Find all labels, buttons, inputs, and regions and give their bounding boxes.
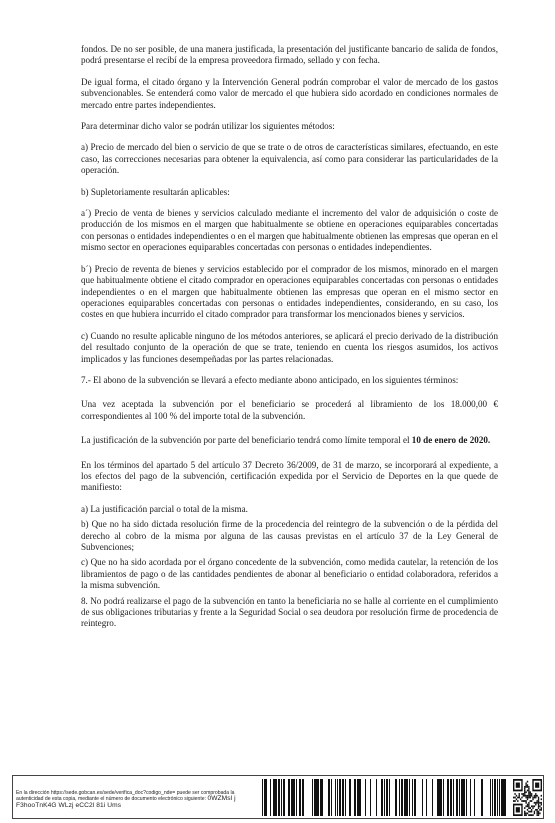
paragraph-pago: 8. No podrá realizarse el pago de la subvención en tanto la beneficiaria no se halle al corriente en el cumplimiento de sus obligaciones tributarias y frente a la Seguridad Social o sea deudora por resolución firme de procedencia de reintegro. — [81, 595, 498, 629]
paragraph-cert-b: b) Que no ha sido dictada resolución firme de la procedencia del reintegro de la subvención o de la pérdida del derecho al cobro de la misma por alguna de las causas previstas en el artículo 37 de la Ley General de Subvenciones; — [81, 519, 498, 552]
paragraph-justificacion — [81, 435, 498, 446]
paragraph-abono: 7.- El abono de la subvención se llevará a efecto mediante abono anticipado, en los siguientes términos: — [81, 374, 459, 385]
justification-date: 10 de enero de 2020. — [411, 435, 491, 446]
verification-text-block — [16, 790, 248, 809]
paragraph-certificacion: En los términos del apartado 5 del artículo 37 Decreto 36/2009, de 31 de marzo, se incorporará al expediente, a los efectos del pago de la subvención, certificación expedida por el Servicio de Deportes en la que quede de manifiesto: — [81, 459, 498, 493]
paragraph-metodos: Para determinar dicho valor se podrán utilizar los siguientes métodos: — [81, 121, 335, 132]
paragraph-valor-mercado: De igual forma, el citado órgano y la Intervención General podrán comprobar el valor de mercado de los gastos subvencionables. Se entenderá como valor de mercado el que hubiera sido acordado en condiciones normales de mercado entre partes independientes. — [81, 76, 498, 110]
justification-text: La justificación de la subvención por parte del beneficiario tendrá como límite temporal el — [81, 435, 412, 446]
document-code: 0WZMsl j F3hooTnK4G WLzj eCC2l 81i Ums — [16, 795, 236, 809]
verification-text: En la dirección https://sede.gobcan.es/sede/verifica_doc?codigo_nde= puede ser comprobada la autenticidad de esta copia, mediante el número de documento electrónico siguiente: — [16, 790, 235, 803]
paragraph-cert-a: a) La justificación parcial o total de la misma. — [81, 503, 248, 514]
qr-code-image — [513, 779, 542, 816]
paragraph-cert-c: c) Que no ha sido acordada por el órgano concedente de la subvención, como medida cautelar, la retención de los libramientos de pago o de las cantidades pendientes de abonar al beneficiario o entidad colaboradora, referidos a la misma subvención. — [81, 557, 498, 591]
verification-footer — [12, 775, 544, 819]
barcode-image — [260, 779, 510, 816]
paragraph-metodo-c: c) Cuando no resulte aplicable ninguno de los métodos anteriores, se aplicará el precio derivado de la distribución del resultado conjunto de la operación de que se trate, teniendo en cuenta los riesgos asumidos, los activos implicados y las funciones desempeñadas por las partes relacionadas. — [81, 330, 498, 364]
paragraph-metodo-a: a) Precio de mercado del bien o servicio de que se trate o de otros de características similares, efectuando, en este caso, las correcciones necesarias para obtener la equivalencia, así como para considerar las particularidades de la operación. — [81, 142, 498, 176]
document-body — [81, 44, 498, 640]
paragraph-fondos: fondos. De no ser posible, de una manera justificada, la presentación del justificante bancario de salida de fondos, podrá presentarse el recibí de la empresa proveedora firmado, sellado y con fecha. — [81, 44, 498, 66]
paragraph-metodo-b: b) Supletoriamente resultarán aplicables: — [81, 186, 230, 197]
paragraph-metodo-a-prima: a´) Precio de venta de bienes y servicios calculado mediante el incremento del valor de adquisición o coste de producción de los mismos en el margen que habitualmente se obtiene en operaciones equiparables concertadas con personas o entidades independientes o en el margen que habitualmente obtienen las empresas que operan en el mismo sector en operaciones equiparables concertadas con personas o entidades independientes. — [81, 208, 498, 253]
paragraph-libramiento: Una vez aceptada la subvención por el beneficiario se procederá al libramiento de los 18.000,00 € correspondientes al 100 % del importe total de la subvención. — [81, 399, 498, 421]
paragraph-metodo-b-prima: b´) Precio de reventa de bienes y servicios establecido por el comprador de los mismos, minorado en el margen que habitualmente obtiene el citado comprador en operaciones equiparables concertadas con personas o entidades independientes o en el margen que habitualmente obtienen las empresas que operan en el mismo sector en operaciones equiparables concertadas con personas o entidades independientes, considerando, en su caso, los costes en que hubiera incurrido el citado comprador para transformar los mencionados bienes y servicios. — [81, 263, 498, 320]
